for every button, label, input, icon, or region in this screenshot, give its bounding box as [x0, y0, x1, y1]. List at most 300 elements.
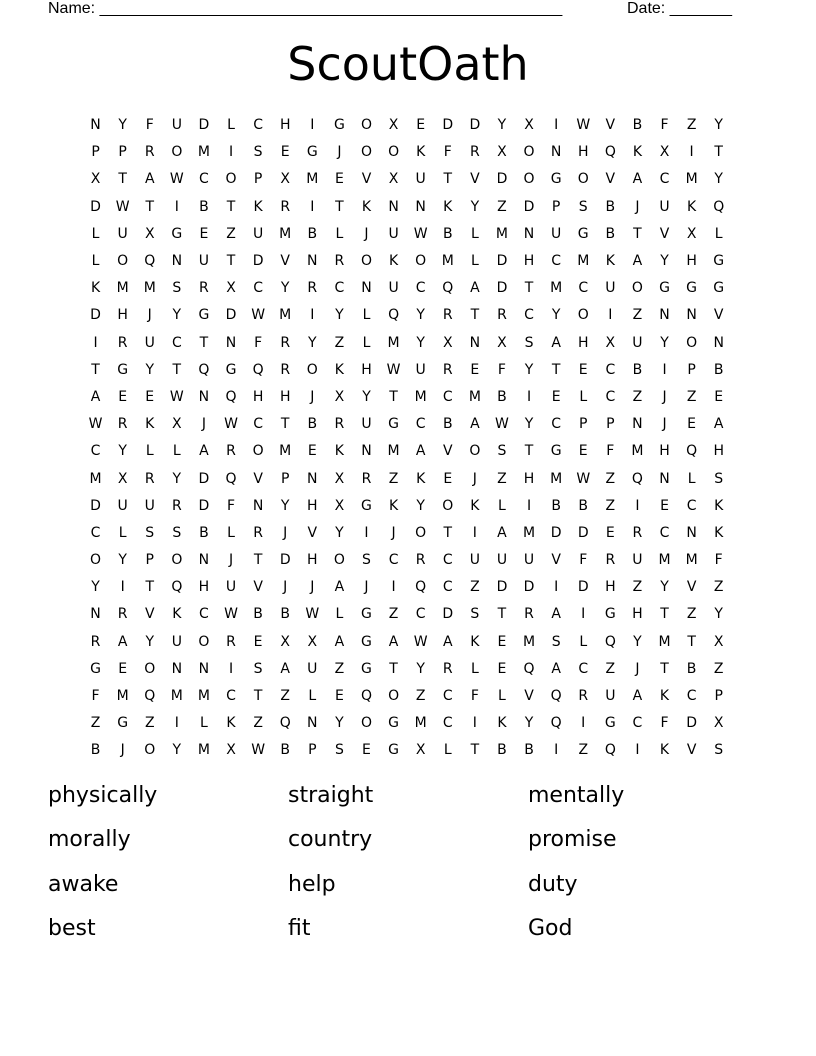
- grid-letter: A: [632, 171, 643, 188]
- grid-letter: X: [144, 225, 155, 242]
- grid-letter: Y: [416, 497, 425, 514]
- grid-letter: U: [361, 416, 372, 433]
- grid-letter: A: [551, 660, 561, 677]
- grid-letter: Y: [172, 742, 182, 759]
- grid-letter: D: [496, 171, 508, 188]
- grid-letter: M: [279, 225, 292, 242]
- grid-letter: R: [605, 552, 616, 569]
- grid-letter: M: [658, 552, 671, 569]
- grid-letter: B: [307, 225, 318, 242]
- grid-letter: G: [117, 715, 129, 732]
- grid-letter: R: [442, 307, 453, 324]
- grid-letter: J: [391, 524, 396, 541]
- grid-letter: N: [198, 388, 210, 405]
- grid-letter: D: [577, 579, 589, 596]
- grid-letter: T: [524, 443, 534, 460]
- grid-letter: M: [197, 688, 210, 705]
- grid-letter: E: [714, 388, 724, 405]
- grid-letter: Q: [604, 633, 616, 650]
- grid-letter: E: [660, 497, 669, 514]
- grid-letter: Z: [470, 579, 480, 596]
- grid-letter: Q: [686, 443, 698, 460]
- grid-letter: O: [388, 144, 400, 161]
- grid-letter: E: [334, 688, 344, 705]
- grid-letter: C: [388, 552, 399, 569]
- grid-letter: I: [608, 307, 613, 324]
- grid-letter: K: [687, 198, 697, 215]
- grid-letter: J: [120, 742, 125, 759]
- grid-letter: H: [713, 443, 724, 460]
- grid-letter: P: [714, 688, 723, 705]
- grid-letter: S: [551, 633, 561, 650]
- grid-letter: L: [308, 688, 317, 705]
- grid-letter: A: [551, 606, 561, 623]
- grid-letter: H: [279, 117, 291, 134]
- grid-letter: C: [442, 688, 453, 705]
- grid-row: [82, 493, 734, 520]
- grid-letter: Z: [605, 497, 616, 514]
- grid-letter: C: [659, 524, 670, 541]
- grid-letter: K: [334, 443, 344, 460]
- grid-letter: U: [252, 225, 264, 242]
- grid-letter: O: [686, 334, 698, 351]
- grid-letter: K: [605, 253, 615, 270]
- grid-letter: Z: [388, 606, 399, 623]
- grid-letter: D: [496, 253, 508, 270]
- grid-letter: T: [660, 660, 669, 677]
- grid-letter: X: [334, 497, 345, 514]
- grid-letter: F: [443, 144, 452, 161]
- grid-letter: C: [551, 253, 562, 270]
- grid-letter: M: [441, 253, 454, 270]
- grid-letter: Q: [631, 470, 643, 487]
- grid-letter: X: [442, 334, 453, 351]
- grid-letter: R: [334, 253, 345, 270]
- grid-letter: M: [658, 633, 671, 650]
- grid-letter: T: [335, 198, 344, 215]
- grid-letter: M: [685, 552, 698, 569]
- grid-letter: J: [662, 416, 667, 433]
- grid-letter: R: [226, 633, 236, 650]
- grid-letter: L: [470, 660, 479, 677]
- grid-letter: I: [364, 524, 369, 541]
- grid-letter: O: [469, 443, 481, 460]
- grid-letter: T: [253, 552, 263, 569]
- grid-letter: P: [687, 361, 696, 378]
- grid-letter: U: [388, 225, 399, 242]
- grid-letter: D: [469, 117, 481, 134]
- grid-letter: Q: [225, 388, 237, 405]
- grid-letter: R: [280, 198, 291, 215]
- grid-letter: P: [253, 171, 263, 188]
- grid-letter: J: [310, 388, 315, 405]
- word-bank-item: duty: [528, 871, 578, 897]
- name-field-label: Name: ____________________________________________________: [48, 0, 563, 17]
- grid-letter: R: [280, 361, 291, 378]
- grid-letter: B: [253, 606, 263, 623]
- grid-letter: I: [526, 497, 532, 514]
- grid-letter: Z: [713, 579, 724, 596]
- grid-letter: D: [198, 470, 210, 487]
- grid-letter: P: [606, 416, 615, 433]
- grid-letter: V: [551, 552, 561, 569]
- grid-letter: T: [660, 606, 669, 623]
- grid-letter: Y: [633, 633, 642, 650]
- grid-row: [82, 737, 734, 764]
- grid-letter: J: [472, 470, 477, 487]
- grid-letter: D: [523, 198, 535, 215]
- grid-letter: X: [117, 470, 128, 487]
- grid-row: [82, 139, 734, 166]
- grid-letter: E: [253, 633, 263, 650]
- grid-letter: S: [362, 552, 371, 569]
- grid-letter: E: [578, 443, 588, 460]
- grid-letter: Z: [334, 334, 345, 351]
- word-bank-item: morally: [48, 827, 131, 853]
- grid-letter: U: [523, 552, 535, 569]
- grid-row: [82, 112, 734, 139]
- grid-letter: E: [118, 660, 128, 677]
- grid-letter: Y: [416, 660, 425, 677]
- grid-letter: K: [714, 497, 724, 514]
- grid-letter: K: [659, 688, 670, 705]
- grid-letter: K: [659, 742, 670, 759]
- grid-letter: M: [577, 253, 590, 270]
- grid-letter: K: [443, 198, 453, 215]
- grid-letter: H: [523, 253, 535, 270]
- grid-letter: O: [117, 253, 129, 270]
- grid-letter: Y: [335, 524, 344, 541]
- grid-letter: B: [497, 742, 507, 759]
- grid-letter: P: [91, 144, 100, 161]
- grid-letter: X: [90, 171, 101, 188]
- grid-letter: W: [251, 742, 266, 759]
- grid-letter: X: [307, 633, 318, 650]
- grid-letter: N: [171, 253, 183, 270]
- grid-letter: U: [415, 171, 426, 188]
- grid-letter: M: [414, 715, 427, 732]
- word-bank-item: physically: [48, 783, 158, 808]
- grid-letter: F: [579, 552, 588, 569]
- grid-letter: R: [199, 280, 209, 297]
- grid-letter: L: [227, 117, 235, 134]
- grid-letter: V: [524, 688, 534, 705]
- grid-letter: W: [169, 388, 184, 405]
- grid-letter: I: [635, 497, 640, 514]
- grid-letter: J: [201, 416, 206, 433]
- grid-letter: K: [172, 606, 182, 623]
- grid-letter: K: [416, 144, 426, 161]
- grid-letter: D: [496, 280, 508, 297]
- grid-letter: Y: [416, 307, 425, 324]
- grid-letter: N: [388, 198, 399, 215]
- grid-letter: G: [171, 225, 183, 242]
- grid-letter: B: [578, 497, 589, 514]
- grid-letter: C: [578, 280, 589, 297]
- grid-letter: Q: [279, 715, 291, 732]
- grid-letter: H: [632, 606, 643, 623]
- grid-letter: D: [198, 117, 210, 134]
- grid-letter: Y: [714, 117, 723, 134]
- grid-letter: X: [659, 144, 670, 161]
- grid-letter: L: [118, 524, 127, 541]
- grid-letter: B: [632, 361, 643, 378]
- grid-letter: E: [145, 388, 155, 405]
- grid-letter: Z: [605, 470, 616, 487]
- grid-letter: T: [443, 524, 453, 541]
- grid-letter: Y: [118, 443, 127, 460]
- grid-letter: V: [686, 742, 697, 759]
- grid-letter: H: [198, 579, 210, 596]
- grid-letter: M: [116, 280, 129, 297]
- grid-letter: X: [172, 416, 182, 433]
- grid-letter: N: [415, 198, 426, 215]
- grid-letter: T: [253, 688, 263, 705]
- grid-letter: Y: [714, 606, 723, 623]
- grid-letter: I: [93, 334, 98, 351]
- grid-letter: P: [145, 552, 154, 569]
- grid-letter: Q: [550, 715, 562, 732]
- grid-row: [82, 248, 734, 275]
- grid-letter: L: [579, 388, 588, 405]
- grid-letter: R: [280, 334, 291, 351]
- grid-letter: K: [497, 715, 507, 732]
- grid-letter: S: [172, 524, 182, 541]
- grid-letter: I: [635, 742, 640, 759]
- grid-letter: B: [442, 225, 453, 242]
- grid-letter: K: [334, 361, 344, 378]
- grid-letter: M: [143, 280, 156, 297]
- grid-letter: H: [307, 552, 318, 569]
- grid-letter: N: [307, 253, 318, 270]
- grid-row: [82, 194, 734, 221]
- grid-letter: G: [577, 225, 589, 242]
- grid-letter: K: [388, 253, 399, 270]
- grid-letter: Y: [551, 307, 561, 324]
- grid-letter: O: [198, 633, 210, 650]
- grid-letter: G: [604, 606, 616, 623]
- grid-letter: U: [117, 497, 128, 514]
- grid-letter: A: [144, 171, 155, 188]
- word-bank: [48, 778, 768, 956]
- grid-letter: N: [307, 715, 318, 732]
- grid-letter: S: [172, 280, 182, 297]
- grid-letter: U: [388, 280, 399, 297]
- grid-letter: N: [90, 606, 101, 623]
- grid-letter: G: [388, 416, 399, 433]
- grid-letter: B: [605, 198, 616, 215]
- grid-letter: T: [118, 171, 127, 188]
- grid-letter: F: [91, 688, 100, 705]
- grid-letter: K: [632, 144, 643, 161]
- grid-letter: X: [686, 225, 697, 242]
- grid-letter: U: [307, 660, 318, 677]
- grid-letter: I: [120, 579, 125, 596]
- grid-letter: W: [305, 606, 320, 623]
- grid-letter: Z: [686, 388, 697, 405]
- grid-letter: J: [310, 579, 315, 596]
- grid-letter: L: [145, 443, 154, 460]
- grid-letter: A: [280, 660, 290, 677]
- grid-letter: F: [254, 334, 263, 351]
- grid-letter: K: [714, 524, 724, 541]
- grid-letter: D: [496, 579, 508, 596]
- grid-letter: R: [442, 361, 453, 378]
- grid-letter: M: [197, 742, 210, 759]
- grid-letter: M: [414, 388, 427, 405]
- grid-letter: J: [283, 524, 288, 541]
- grid-letter: N: [252, 497, 264, 514]
- grid-letter: N: [686, 524, 697, 541]
- grid-letter: U: [632, 552, 643, 569]
- grid-letter: E: [334, 171, 344, 188]
- grid-letter: L: [579, 633, 588, 650]
- grid-letter: R: [144, 470, 155, 487]
- grid-letter: T: [389, 660, 398, 677]
- grid-letter: M: [523, 524, 536, 541]
- grid-letter: O: [171, 144, 183, 161]
- grid-letter: R: [253, 524, 263, 541]
- grid-letter: Z: [90, 715, 101, 732]
- grid-letter: Q: [604, 742, 616, 759]
- grid-letter: B: [199, 524, 209, 541]
- grid-letter: E: [551, 388, 561, 405]
- grid-letter: Y: [335, 715, 344, 732]
- grid-letter: O: [388, 688, 400, 705]
- grid-letter: X: [713, 715, 724, 732]
- grid-letter: R: [442, 660, 453, 677]
- grid-letter: S: [497, 443, 507, 460]
- grid-letter: Z: [686, 117, 697, 134]
- grid-letter: R: [497, 307, 507, 324]
- grid-letter: K: [226, 715, 236, 732]
- grid-letter: C: [442, 579, 453, 596]
- grid-letter: P: [308, 742, 317, 759]
- grid-letter: O: [252, 443, 264, 460]
- word-bank-item: God: [528, 916, 573, 942]
- grid-letter: I: [228, 660, 234, 677]
- grid-letter: H: [605, 579, 616, 596]
- grid-letter: R: [226, 443, 236, 460]
- grid-letter: O: [577, 307, 589, 324]
- grid-letter: X: [497, 144, 507, 161]
- grid-letter: Y: [497, 117, 507, 134]
- grid-letter: O: [171, 552, 183, 569]
- grid-letter: H: [252, 388, 264, 405]
- grid-letter: K: [470, 633, 480, 650]
- grid-letter: R: [334, 416, 345, 433]
- grid-letter: N: [550, 144, 562, 161]
- grid-letter: G: [361, 606, 372, 623]
- grid-letter: T: [145, 579, 155, 596]
- grid-letter: Y: [145, 361, 155, 378]
- grid-letter: C: [90, 524, 101, 541]
- grid-letter: M: [279, 307, 292, 324]
- word-bank-item: fit: [288, 916, 311, 942]
- grid-letter: C: [199, 606, 209, 623]
- grid-letter: A: [497, 524, 507, 541]
- grid-letter: U: [171, 633, 182, 650]
- grid-letter: C: [415, 606, 426, 623]
- grid-letter: C: [171, 334, 182, 351]
- grid-letter: V: [686, 579, 697, 596]
- grid-letter: Z: [686, 606, 697, 623]
- grid-letter: Z: [144, 715, 155, 732]
- grid-letter: O: [360, 715, 372, 732]
- grid-letter: J: [635, 660, 640, 677]
- grid-letter: U: [632, 334, 643, 351]
- grid-letter: Q: [604, 144, 616, 161]
- word-bank-item: country: [288, 827, 373, 853]
- grid-letter: R: [117, 334, 128, 351]
- grid-letter: I: [472, 715, 477, 732]
- grid-letter: C: [415, 280, 426, 297]
- grid-letter: W: [495, 416, 509, 433]
- grid-letter: Y: [416, 334, 425, 351]
- grid-letter: M: [387, 443, 400, 460]
- grid-letter: G: [117, 361, 129, 378]
- grid-letter: E: [443, 470, 453, 487]
- grid-letter: S: [524, 334, 534, 351]
- grid-letter: E: [280, 144, 290, 161]
- grid-letter: X: [226, 742, 236, 759]
- grid-letter: F: [714, 552, 723, 569]
- grid-letter: F: [497, 361, 506, 378]
- grid-letter: Q: [171, 579, 183, 596]
- grid-letter: T: [633, 225, 642, 242]
- grid-letter: D: [442, 606, 454, 623]
- grid-letter: R: [144, 144, 155, 161]
- grid-letter: Y: [524, 715, 534, 732]
- grid-letter: T: [389, 388, 398, 405]
- grid-letter: C: [578, 660, 589, 677]
- grid-letter: B: [632, 117, 643, 134]
- grid-letter: I: [310, 198, 315, 215]
- puzzle-title: ScoutOath: [287, 37, 529, 91]
- grid-letter: Y: [335, 307, 344, 324]
- grid-letter: H: [523, 470, 535, 487]
- grid-letter: T: [470, 307, 480, 324]
- grid-letter: I: [174, 198, 179, 215]
- grid-letter: C: [605, 361, 616, 378]
- grid-letter: Q: [523, 660, 535, 677]
- grid-letter: M: [685, 171, 698, 188]
- grid-letter: G: [306, 144, 318, 161]
- grid-letter: R: [632, 524, 643, 541]
- grid-letter: F: [606, 443, 615, 460]
- grid-row: [82, 629, 734, 656]
- grid-letter: M: [550, 470, 563, 487]
- grid-letter: B: [90, 742, 101, 759]
- grid-letter: X: [388, 171, 399, 188]
- grid-letter: Y: [660, 334, 669, 351]
- grid-letter: N: [523, 225, 535, 242]
- grid-letter: O: [144, 742, 156, 759]
- grid-letter: U: [605, 280, 616, 297]
- grid-letter: O: [225, 171, 237, 188]
- grid-letter: G: [90, 660, 101, 677]
- grid-letter: C: [686, 497, 697, 514]
- grid-row: [82, 438, 734, 465]
- grid-letter: E: [362, 742, 371, 759]
- grid-letter: B: [713, 361, 724, 378]
- grid-letter: R: [171, 497, 182, 514]
- grid-letter: H: [361, 361, 372, 378]
- grid-row: [82, 601, 734, 628]
- grid-letter: H: [577, 334, 589, 351]
- grid-letter: R: [90, 633, 101, 650]
- grid-letter: T: [145, 198, 155, 215]
